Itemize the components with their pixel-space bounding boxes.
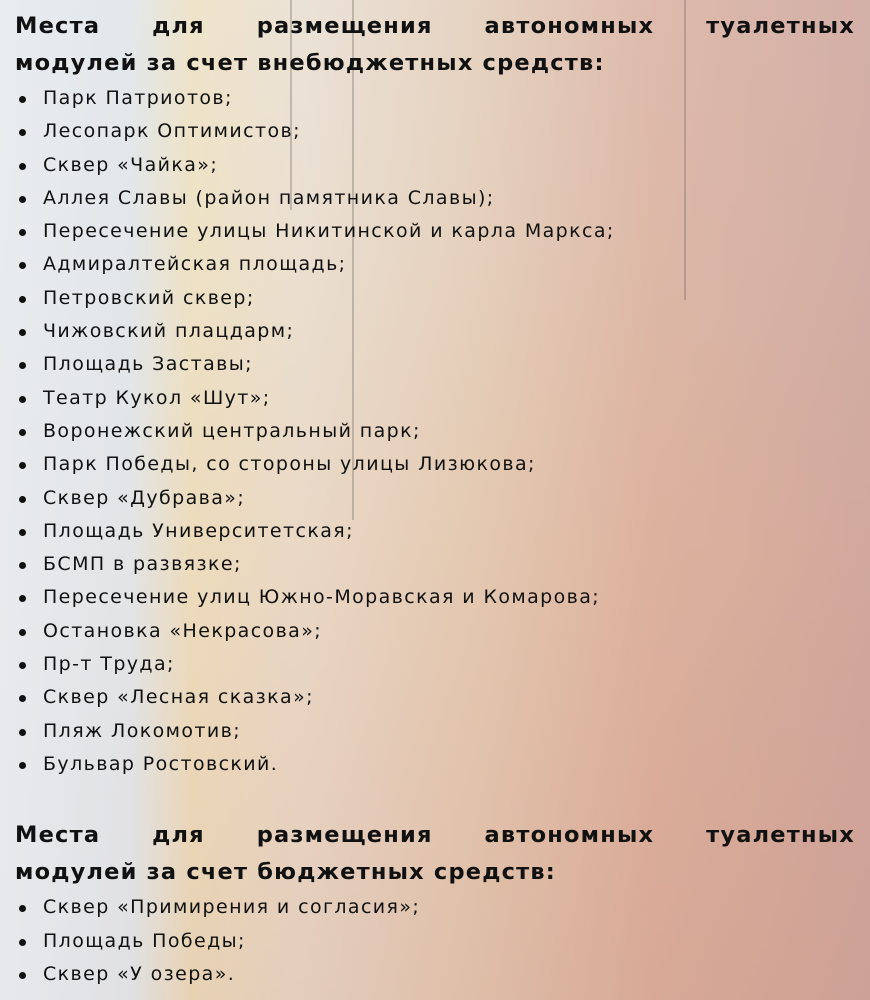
- list-item: Чижовский плацдарм;: [15, 315, 855, 348]
- list-item: Пр-т Труда;: [15, 648, 855, 681]
- list-item: Петровский сквер;: [15, 282, 855, 315]
- section1-heading-line1: Места для размещения автономных туалетных: [15, 13, 855, 39]
- list-item: БСМП в развязке;: [15, 548, 855, 581]
- list-item: Площадь Заставы;: [15, 348, 855, 381]
- section1-heading: [15, 8, 855, 82]
- list-item: Сквер «Примирения и согласия»;: [15, 891, 855, 924]
- section1-list: [15, 82, 855, 781]
- section2-list: [15, 891, 855, 991]
- list-item: Пляж Локомотив;: [15, 715, 855, 748]
- section2-heading-line2: модулей за счет бюджетных средств:: [15, 859, 557, 886]
- list-item: Парк Патриотов;: [15, 82, 855, 115]
- list-item: Пересечение улиц Южно-Моравская и Комарова;: [15, 581, 855, 614]
- list-item: Лесопарк Оптимистов;: [15, 115, 855, 148]
- section-spacer: [15, 781, 855, 817]
- list-item: Сквер «Лесная сказка»;: [15, 681, 855, 714]
- section1-heading-line2: модулей за счет внебюджетных средств:: [15, 50, 605, 76]
- list-item: Бульвар Ростовский.: [15, 748, 855, 781]
- list-item: Сквер «У озера».: [15, 958, 855, 991]
- list-item: Парк Победы, со стороны улицы Лизюкова;: [15, 448, 855, 481]
- list-item: Сквер «Дубрава»;: [15, 482, 855, 515]
- document-body: [15, 8, 855, 991]
- list-item: Аллея Славы (район памятника Славы);: [15, 182, 855, 215]
- list-item: Пересечение улицы Никитинской и карла Маркса;: [15, 215, 855, 248]
- list-item: Площадь Университетская;: [15, 515, 855, 548]
- list-item: Площадь Победы;: [15, 925, 855, 958]
- list-item: Сквер «Чайка»;: [15, 149, 855, 182]
- list-item: Остановка «Некрасова»;: [15, 615, 855, 648]
- list-item: Театр Кукол «Шут»;: [15, 382, 855, 415]
- section2-heading-line1: Места для размещения автономных туалетных: [15, 822, 855, 849]
- list-item: Адмиралтейская площадь;: [15, 248, 855, 281]
- section2-heading: [15, 817, 855, 891]
- list-item: Воронежский центральный парк;: [15, 415, 855, 448]
